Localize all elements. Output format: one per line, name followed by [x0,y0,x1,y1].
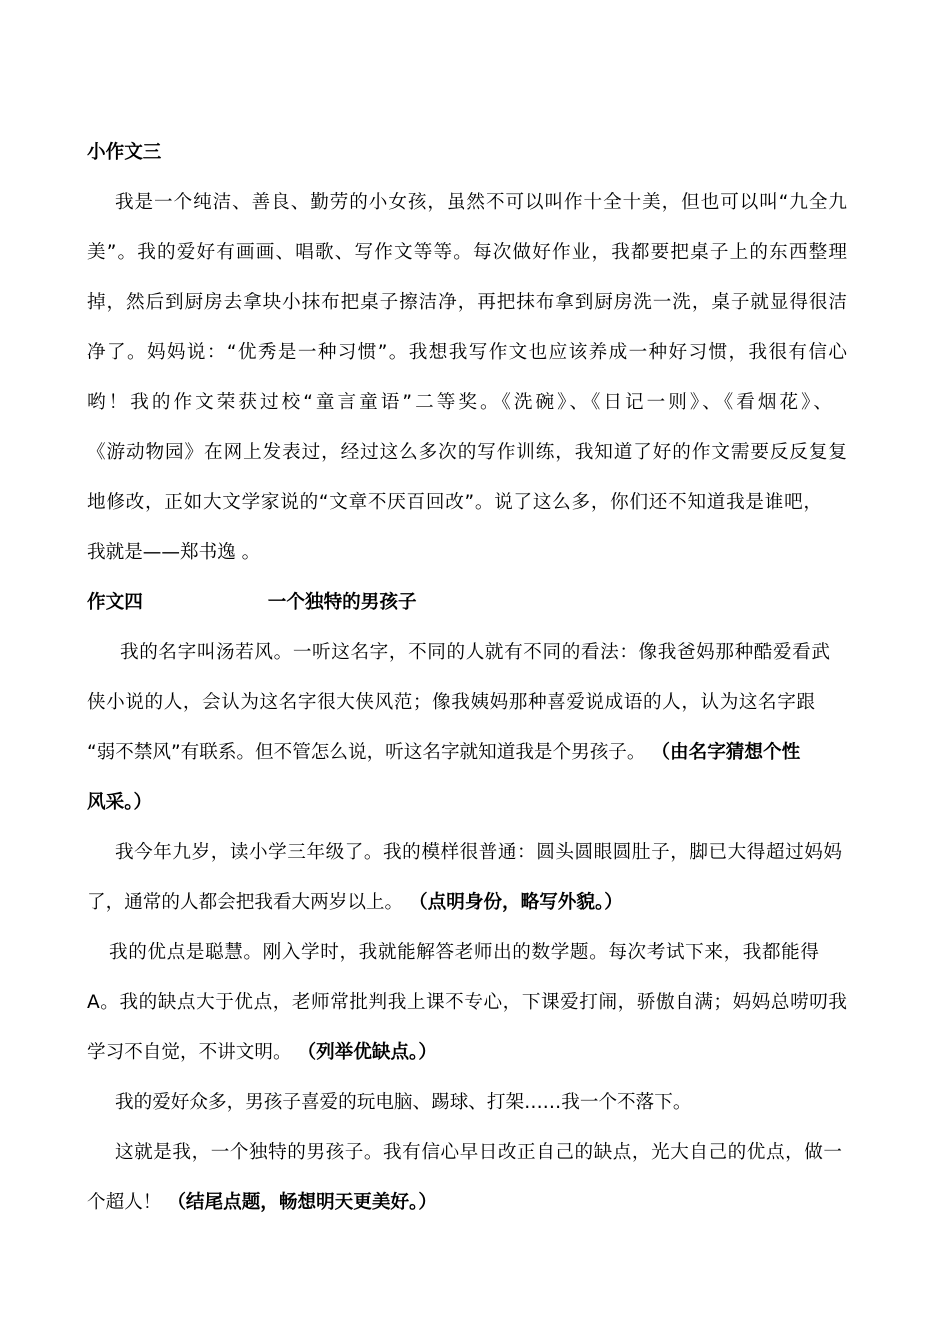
essay4-p2-text: 了，通常的人都会把我看大两岁以上。 [87,892,404,913]
essay4-p2-line-1: 我今年九岁，读小学三年级了。我的模样很普通：圆头圆眼圆肚子，脚已大得超过妈妈 [115,842,842,863]
essay3-line-4: 净了。妈妈说：“优秀是一种习惯”。我想我写作文也应该养成一种好习惯，我很有信心 [87,342,847,363]
essay4-p1-line-2: 侠小说的人，会认为这名字很大侠风范；像我姨妈那种喜爱说成语的人，认为这名字跟 [87,692,815,713]
essay4-p2-note: （点明身份，略写外貌。） [409,892,623,913]
essay3-line-3: 掉，然后到厨房去拿块小抹布把桌子擦洁净，再把抹布拿到厨房洗一洗，桌子就显得很洁 [87,292,847,313]
essay3-line-2: 美”。我的爱好有画画、唱歌、写作文等等。每次做好作业，我都要把桌子上的东西整理 [87,242,847,263]
essay3-line-7: 地修改，正如大文学家说的“文章不厌百回改”。说了这么多，你们还不知道我是谁吧， [87,492,822,513]
essay4-p4-line: 我的爱好众多，男孩子喜爱的玩电脑、踢球、打架……我一个不落下。 [115,1092,692,1113]
essay4-p3-line-1: 我的优点是聪慧。刚入学时，我就能解答老师出的数学题。每次考试下来，我都能得 [109,942,819,963]
essay4-p1-line-3 [87,728,800,778]
essay4-p3-line-3 [87,1028,437,1078]
essay4-p1-text: “弱不禁风”有联系。但不管怎么说，听这名字就知道我是个男孩子。 [87,742,646,763]
essay3-title: 小作文三 [87,142,162,163]
essay3-line-8: 我就是——郑书逸 。 [87,542,261,563]
essay3-line-1: 我是一个纯洁、善良、勤劳的小女孩，虽然不可以叫作十全十美，但也可以叫“九全九 [115,192,847,213]
essay4-p1-note: （由名字猜想个性 [651,742,801,763]
essay3-line-5: 哟！我的作文荣获过校“童言童语”二等奖。《洗碗》、《日记一则》、《看烟花》、 [87,392,832,413]
essay3-line-6: 《游动物园》在网上发表过，经过这么多次的写作训练，我知道了好的作文需要反反复复 [87,442,847,463]
essay4-p5-text: 个超人！ [87,1192,162,1213]
essay4-p5-note: （结尾点题，畅想明天更美好。） [167,1192,437,1213]
essay4-label: 作文四 [87,592,143,613]
essay4-p1-line-4: 风采。） [87,792,153,813]
essay4-p2-line-2 [87,878,623,928]
essay4-title: 一个独特的男孩子 [267,592,417,613]
essay4-p5-line-2 [87,1178,437,1228]
essay4-p5-line-1: 这就是我，一个独特的男孩子。我有信心早日改正自己的缺点，光大自己的优点，做一 [115,1142,842,1163]
essay4-p3-text: 学习不自觉，不讲文明。 [87,1042,292,1063]
essay4-p3-note: （列举优缺点。） [297,1042,437,1063]
essay4-heading [87,578,417,628]
essay4-p3-line-2: A。我的缺点大于优点，老师常批判我上课不专心，下课爱打闹，骄傲自满；妈妈总唠叨我 [87,992,847,1013]
essay4-p1-line-1: 我的名字叫汤若风。一听这名字，不同的人就有不同的看法：像我爸妈那种酷爱看武 [120,642,830,663]
